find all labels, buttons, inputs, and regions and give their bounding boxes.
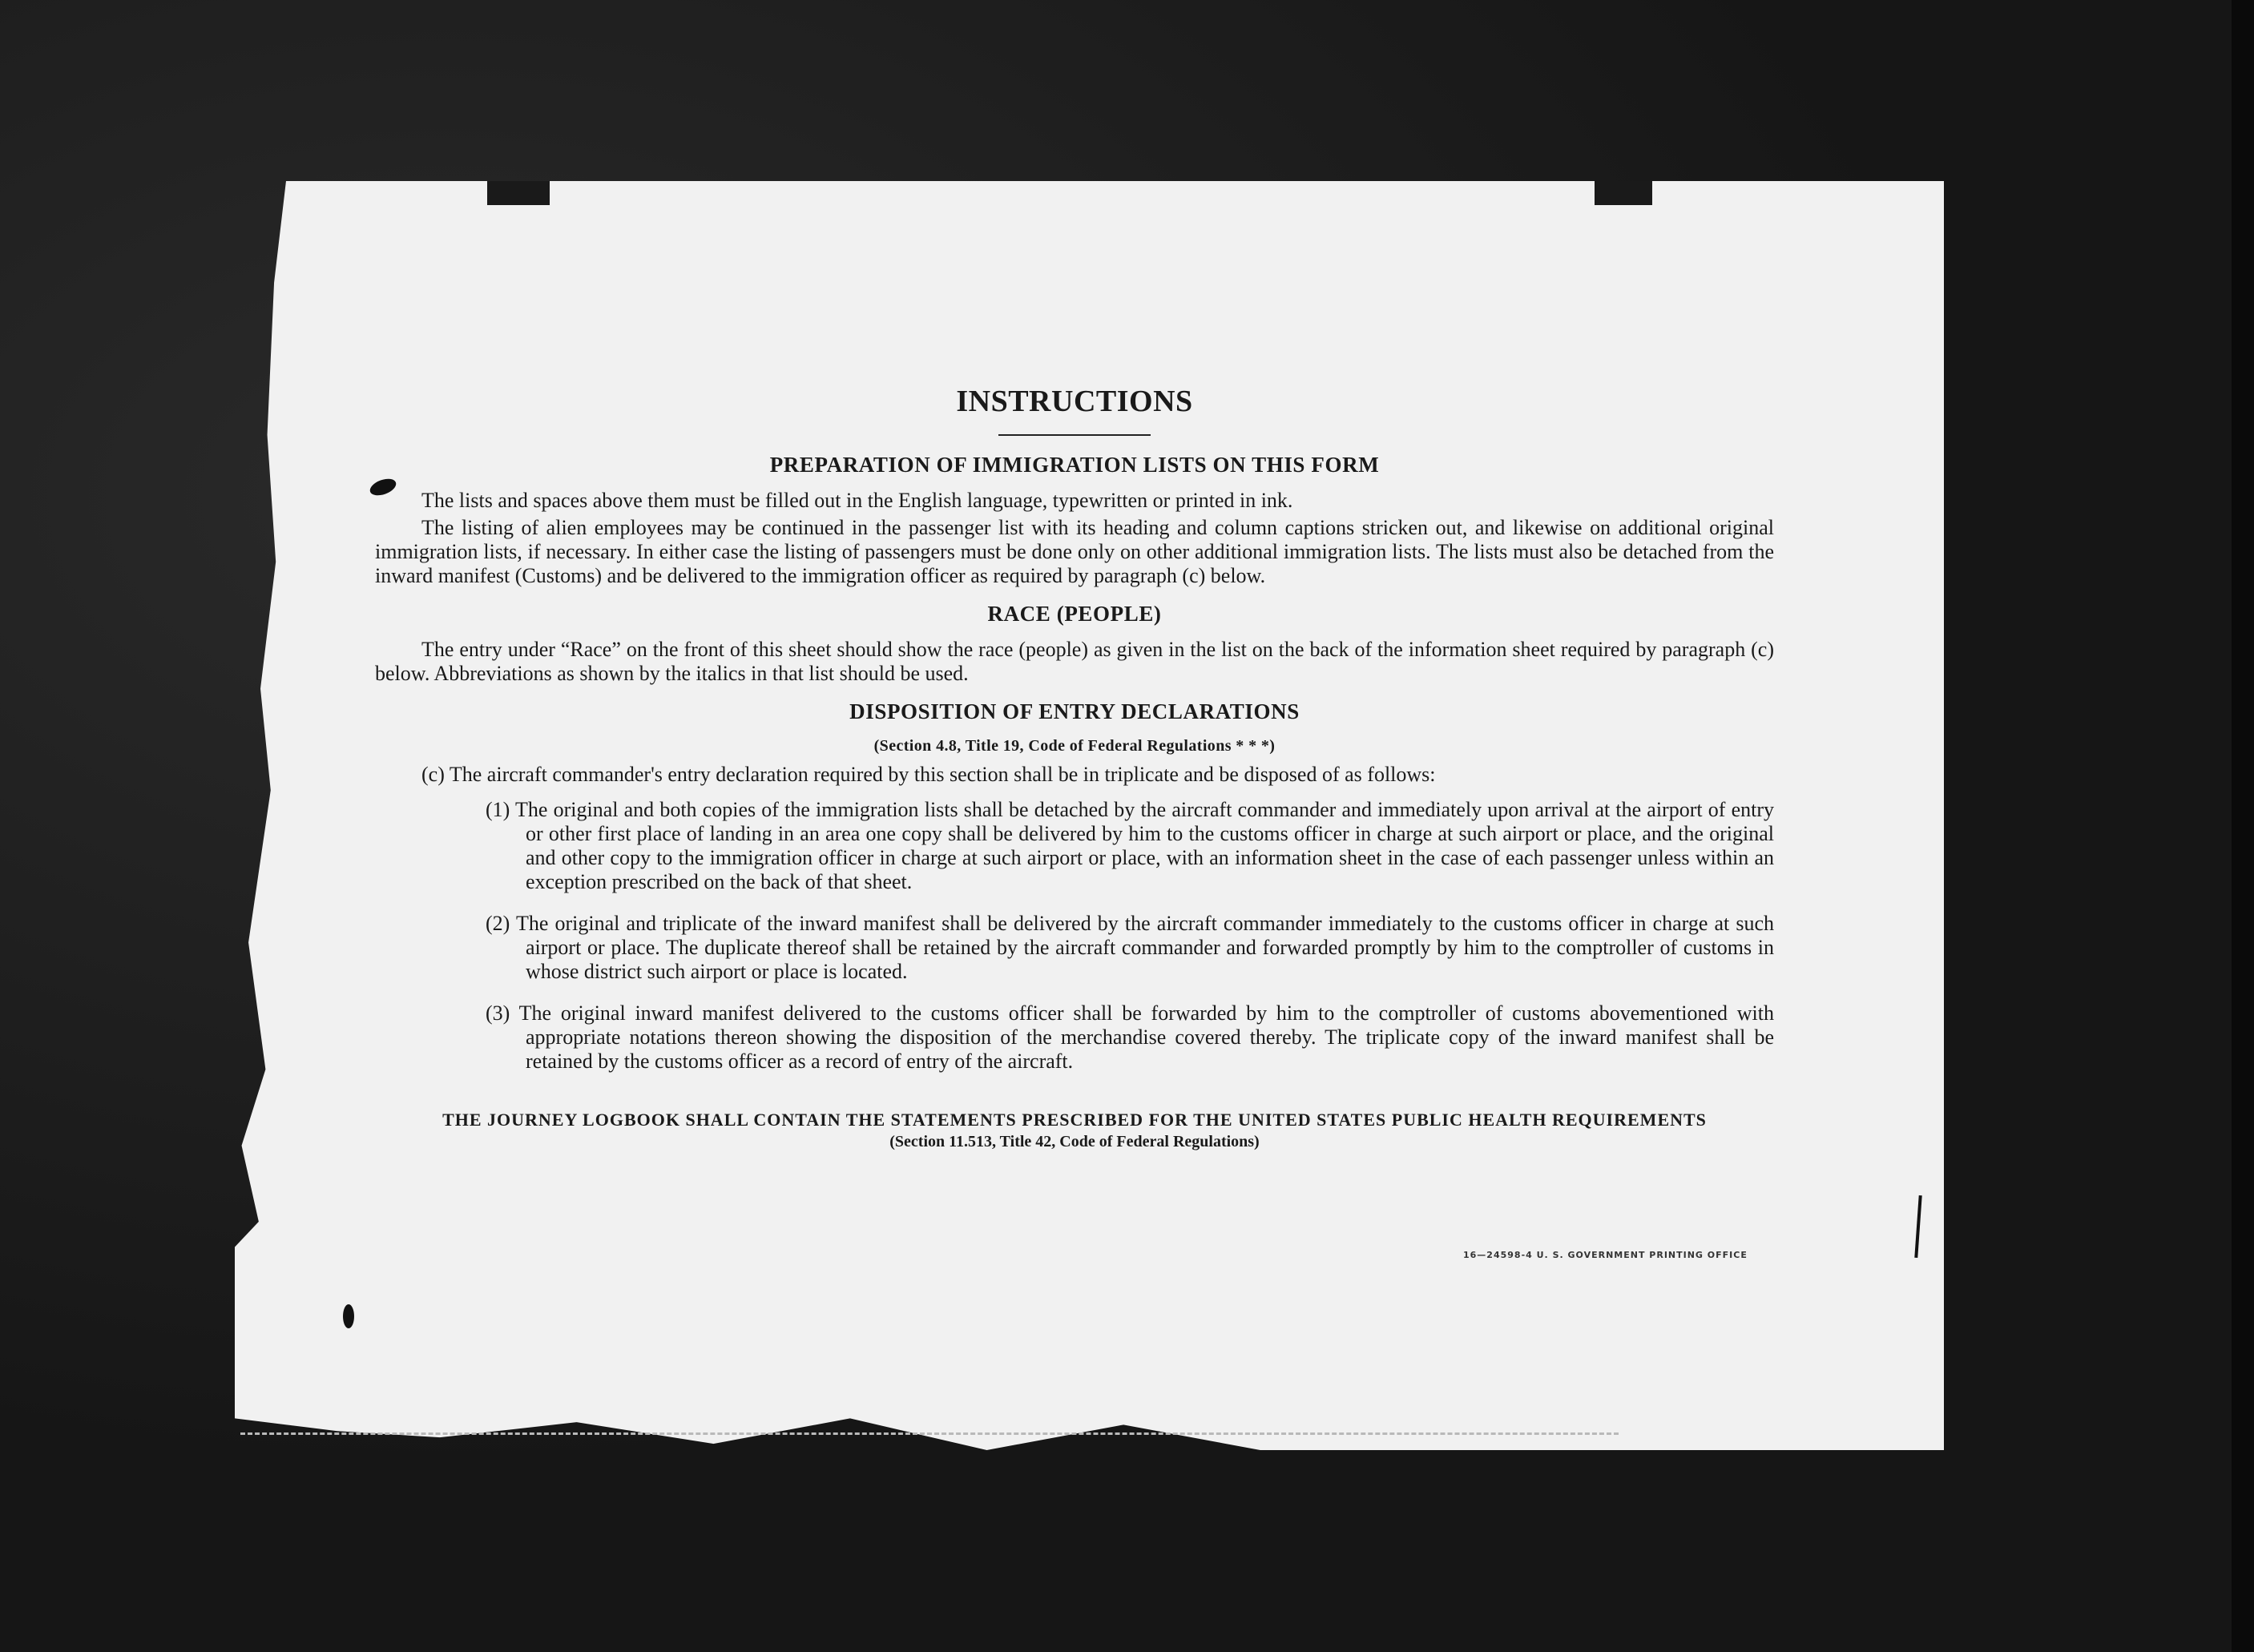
- page-title: INSTRUCTIONS: [956, 385, 1193, 418]
- list-item: (3) The original inward manifest delivered to the customs officer shall be forwarded by him to the comptroller of customs abovementioned with appropriate notations thereon showing the disposition of the merchandise covered thereby. The triplicate copy of the inward manifest shall be retained by the customs officer as a record of entry of the aircraft.: [486, 1001, 1774, 1073]
- section-disposition: [375, 699, 1774, 1074]
- title-rule: [998, 434, 1151, 436]
- clause-c: (c) The aircraft commander's entry declaration required by this section shall be in triplicate and be disposed of as follows:: [421, 763, 1436, 786]
- section-race: [375, 601, 1774, 686]
- ink-blot: [343, 1304, 354, 1328]
- list-item: (1) The original and both copies of the immigration lists shall be detached by the aircraft commander and immediately upon arrival at the airport of entry or other first place of landing in an area one copy shall be delivered by him to the customs officer in charge at such airport or place, and the original and other copy to the immigration officer in charge at such airport or place, with an information sheet in the case of each passenger unless within an exception prescribed on the back of that sheet.: [486, 798, 1774, 893]
- paragraph: The lists and spaces above them must be filled out in the English language, typewritten or printed in ink.: [421, 489, 1293, 512]
- footer-citation: (Section 11.513, Title 42, Code of Federal Regulations): [889, 1133, 1260, 1150]
- binding-tab-left: [487, 181, 550, 205]
- printer-imprint: 16—24598-4 U. S. GOVERNMENT PRINTING OFFICE: [1463, 1250, 1748, 1260]
- paragraph: The entry under “Race” on the front of this sheet should show the race (people) as given in the list on the back of the information sheet required by paragraph (c) below. Abbreviations as shown by the italics in that list should be used.: [375, 638, 1774, 685]
- section-heading: PREPARATION OF IMMIGRATION LISTS ON THIS FORM: [769, 453, 1380, 477]
- scan-edge: [2232, 0, 2254, 1652]
- section-citation: (Section 4.8, Title 19, Code of Federal Regulations * * *): [873, 737, 1276, 755]
- section-heading: RACE (PEOPLE): [987, 602, 1162, 626]
- document-body: [375, 383, 1774, 1152]
- perforation-line: [240, 1432, 1619, 1435]
- binding-tab-right: [1595, 181, 1652, 205]
- paragraph: The listing of alien employees may be continued in the passenger list with its heading and column captions stricken out, and likewise on additional original immigration lists, if necessary. In either case the listing of passengers must be done only on other additional immigration lists. The lists must also be detached from the inward manifest (Customs) and be delivered to the immigration officer as required by paragraph (c) below.: [375, 516, 1774, 587]
- list-item: (2) The original and triplicate of the inward manifest shall be delivered by the aircraft commander immediately to the customs officer in charge at such airport or place. The duplicate thereof shall be retained by the aircraft commander and forwarded promptly by him to the comptroller of customs in whose district such airport or place is located.: [486, 912, 1774, 983]
- section-heading: DISPOSITION OF ENTRY DECLARATIONS: [849, 699, 1300, 723]
- footer-heading: THE JOURNEY LOGBOOK SHALL CONTAIN THE STATEMENTS PRESCRIBED FOR THE UNITED STATES PUBLIC HEALTH REQUIREMENTS: [442, 1110, 1707, 1130]
- section-preparation: [375, 452, 1774, 588]
